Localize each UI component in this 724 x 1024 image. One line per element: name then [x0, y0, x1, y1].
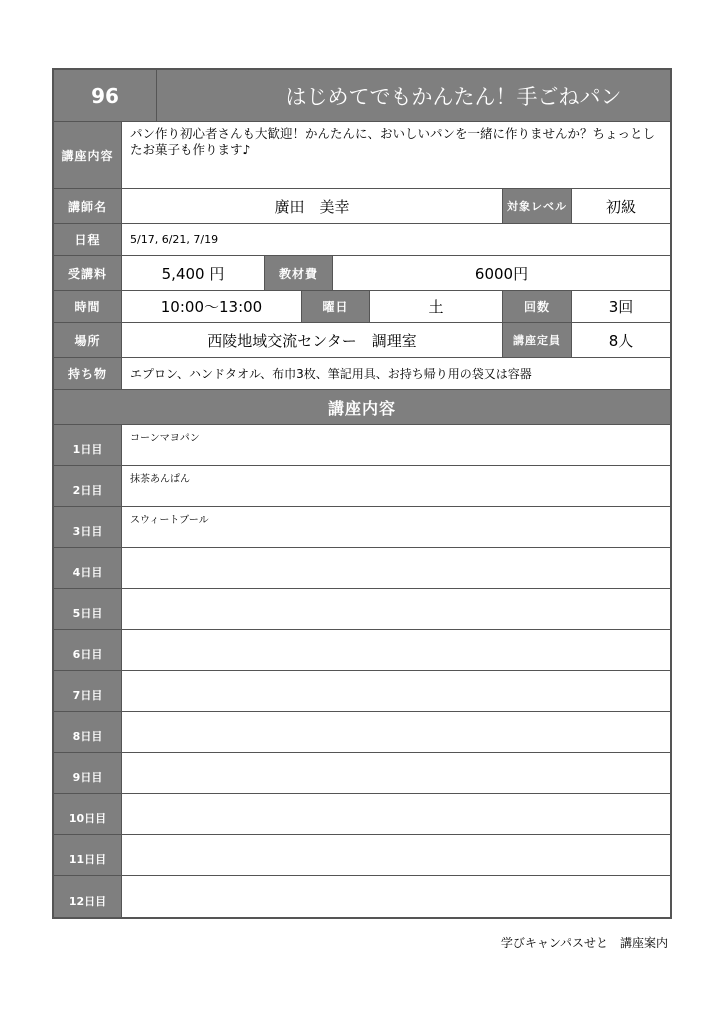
- sessions-label: 回数: [503, 291, 572, 322]
- day-row: [54, 548, 670, 589]
- day-content: コーンマヨパン: [122, 425, 670, 465]
- day-row: [54, 630, 670, 671]
- day-list: [54, 425, 670, 917]
- day-content: [122, 794, 670, 834]
- day-label: 5日目: [54, 589, 122, 629]
- fee-label: 受講料: [54, 256, 122, 290]
- day-label: 11日目: [54, 835, 122, 875]
- day-content: [122, 630, 670, 670]
- day-content: 抹茶あんぱん: [122, 466, 670, 506]
- schedule-row: [54, 224, 670, 256]
- day-row: [54, 425, 670, 466]
- day-row: [54, 876, 670, 917]
- belongings-row: [54, 358, 670, 390]
- place-row: [54, 323, 670, 358]
- day-label: 1日目: [54, 425, 122, 465]
- description-row: [54, 122, 670, 189]
- day-label: 8日目: [54, 712, 122, 752]
- belongings-value: エプロン、ハンドタオル、布巾3枚、筆記用具、お持ち帰り用の袋又は容器: [122, 358, 670, 389]
- day-label: 4日目: [54, 548, 122, 588]
- contents-section-row: [54, 390, 670, 425]
- description-label: 講座内容: [54, 122, 122, 188]
- target-level-label: 対象レベル: [503, 189, 572, 223]
- day-content: [122, 753, 670, 793]
- day-label: 6日目: [54, 630, 122, 670]
- day-content: スウィートブール: [122, 507, 670, 547]
- weekday-label: 曜日: [302, 291, 370, 322]
- time-value: 10:00〜13:00: [122, 291, 302, 322]
- day-row: [54, 835, 670, 876]
- footer-text: 学びキャンパスせと 講座案内: [500, 936, 668, 950]
- day-content: [122, 589, 670, 629]
- day-label: 2日目: [54, 466, 122, 506]
- day-content: [122, 835, 670, 875]
- fee-value: 5,400 円: [122, 256, 265, 290]
- target-level-value: 初級: [572, 189, 670, 223]
- place-label: 場所: [54, 323, 122, 357]
- day-label: 10日目: [54, 794, 122, 834]
- day-row: [54, 753, 670, 794]
- course-title: はじめてでもかんたん！手ごねパン: [157, 70, 670, 121]
- day-content: [122, 548, 670, 588]
- schedule-label: 日程: [54, 224, 122, 255]
- day-row: [54, 507, 670, 548]
- capacity-label: 講座定員: [503, 323, 572, 357]
- sessions-value: 3回: [572, 291, 670, 322]
- day-label: 3日目: [54, 507, 122, 547]
- day-label: 7日目: [54, 671, 122, 711]
- title-row: [54, 70, 670, 122]
- day-label: 12日目: [54, 876, 122, 917]
- day-row: [54, 671, 670, 712]
- day-row: [54, 794, 670, 835]
- day-row: [54, 712, 670, 753]
- instructor-value: 廣田 美幸: [122, 189, 503, 223]
- place-value: 西陵地域交流センター 調理室: [122, 323, 503, 357]
- schedule-value: 5/17, 6/21, 7/19: [122, 224, 670, 255]
- course-sheet: [52, 68, 672, 919]
- weekday-value: 土: [370, 291, 503, 322]
- time-label: 時間: [54, 291, 122, 322]
- day-content: [122, 671, 670, 711]
- day-row: [54, 589, 670, 630]
- fee-row: [54, 256, 670, 291]
- material-fee-label: 教材費: [265, 256, 333, 290]
- time-row: [54, 291, 670, 323]
- belongings-label: 持ち物: [54, 358, 122, 389]
- day-content: [122, 712, 670, 752]
- day-row: [54, 466, 670, 507]
- description-text: パン作り初心者さんも大歓迎！かんたんに、おいしいパンを一緒に作りませんか？ちょっとしたお菓子も作ります♪: [122, 122, 670, 188]
- instructor-label: 講師名: [54, 189, 122, 223]
- course-number: 96: [54, 70, 157, 121]
- contents-section-heading: 講座内容: [54, 390, 670, 424]
- day-label: 9日目: [54, 753, 122, 793]
- instructor-row: [54, 189, 670, 224]
- capacity-value: 8人: [572, 323, 670, 357]
- material-fee-value: 6000円: [333, 256, 670, 290]
- day-content: [122, 876, 670, 917]
